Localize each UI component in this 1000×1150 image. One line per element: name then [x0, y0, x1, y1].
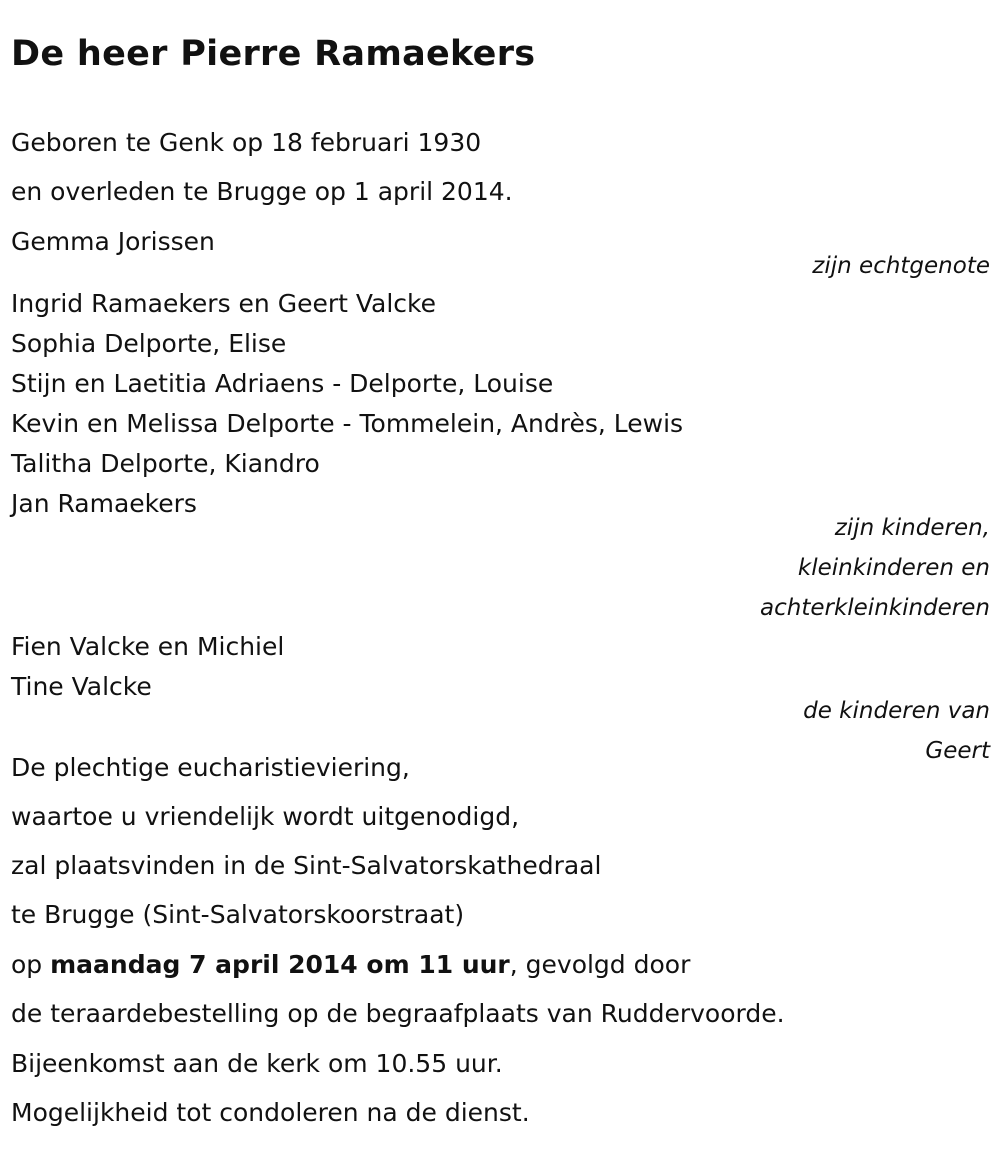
child-line: Jan Ramaekers [11, 489, 197, 518]
page-title: De heer Pierre Ramaekers [11, 34, 536, 74]
spouse-role: zijn echtgenote [812, 253, 990, 279]
grandchild-line: Tine Valcke [11, 672, 152, 701]
children-role-line: kleinkinderen en [797, 555, 990, 581]
child-line: Talitha Delporte, Kiandro [11, 449, 320, 478]
service-date: maandag 7 april 2014 om 11 uur [50, 950, 510, 979]
child-line: Stijn en Laetitia Adriaens - Delporte, Louise [11, 369, 554, 398]
spouse-name: Gemma Jorissen [11, 227, 215, 256]
geert-children-role-line: Geert [925, 738, 990, 764]
children-role-line: zijn kinderen, [834, 515, 990, 541]
service-line: te Brugge (Sint-Salvatorskoorstraat) [11, 900, 465, 929]
service-line: De plechtige eucharistieviering, [11, 753, 410, 782]
service-line: Mogelijkheid tot condoleren na de dienst. [11, 1098, 530, 1127]
service-date-suffix: , gevolgd door [509, 950, 691, 979]
service-line: de teraardebestelling op de begraafplaats van Ruddervoorde. [11, 999, 785, 1028]
geert-children-role-line: de kinderen van [803, 698, 990, 724]
death-line: en overleden te Brugge op 1 april 2014. [11, 177, 513, 206]
service-date-line [11, 950, 690, 980]
child-line: Kevin en Melissa Delporte - Tommelein, Andrès, Lewis [11, 409, 684, 438]
child-line: Sophia Delporte, Elise [11, 329, 287, 358]
service-line: Bijeenkomst aan de kerk om 10.55 uur. [11, 1049, 503, 1078]
child-line: Ingrid Ramaekers en Geert Valcke [11, 289, 437, 318]
service-date-prefix: op [11, 950, 51, 979]
service-line: zal plaatsvinden in de Sint-Salvatorskathedraal [11, 851, 602, 880]
service-line: waartoe u vriendelijk wordt uitgenodigd, [11, 802, 520, 831]
children-role-line: achterkleinkinderen [760, 595, 990, 621]
grandchild-line: Fien Valcke en Michiel [11, 632, 285, 661]
birth-line: Geboren te Genk op 18 februari 1930 [11, 128, 482, 157]
